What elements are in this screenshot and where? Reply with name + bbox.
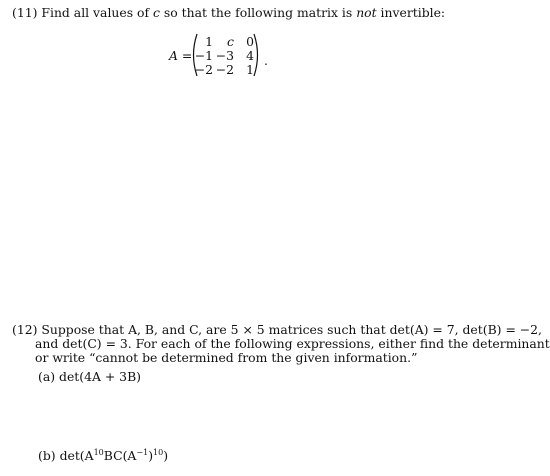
- part-b-expression: $\det(A^{10}BC(A^{-1})^{10})$: [59, 448, 169, 464]
- problem-12-line-3: or write “cannot be determined from the given information.”: [35, 350, 418, 365]
- problem-11-statement: [12, 6, 445, 20]
- matrix-cell-r3c1: −2: [194, 62, 213, 77]
- problem-12-line-2: and det(C) = 3. For each of the following expressions, either find the determinant: [35, 336, 550, 351]
- problem-11-text-middle: so that the following matrix is: [159, 5, 357, 20]
- matrix-cell-r2c2: −3: [215, 48, 234, 63]
- problem-11-emph: not: [356, 5, 377, 20]
- matrix-cell-r2c1: −1: [194, 48, 213, 63]
- part-b-label: (b): [38, 448, 56, 464]
- problem-11-number: (11): [12, 5, 38, 20]
- matrix-cell-r1c2: c: [227, 34, 234, 49]
- problem-12-line-1-text: Suppose that A, B, and C, are 5 × 5 matrices such that det(A) = 7, det(B) = −2,: [41, 322, 542, 337]
- problem-11-variable: c: [153, 5, 160, 20]
- problem-11-text-after: invertible:: [376, 5, 446, 20]
- matrix-cell-r3c2: −2: [215, 62, 234, 77]
- matrix-right-paren: [252, 33, 262, 77]
- problem-11-text-before: Find all values of: [41, 5, 153, 20]
- part-a-expression: det(4A + 3B): [59, 369, 142, 384]
- matrix-equals: =: [177, 48, 193, 63]
- matrix-cell-r1c1: 1: [205, 34, 213, 49]
- matrix-equation: [169, 33, 309, 77]
- matrix-period: .: [264, 53, 268, 68]
- problem-12-line-1: [12, 323, 542, 337]
- matrix-cell-r3c3: 1: [246, 62, 254, 77]
- problem-12-part-b: [38, 446, 168, 463]
- problem-12-part-a: [38, 370, 141, 384]
- part-a-label: (a): [38, 369, 56, 384]
- matrix-name: A: [169, 48, 178, 63]
- problem-12-number: (12): [12, 322, 38, 337]
- matrix-cell-r1c3: 0: [246, 34, 254, 49]
- matrix-cell-r2c3: 4: [246, 48, 254, 63]
